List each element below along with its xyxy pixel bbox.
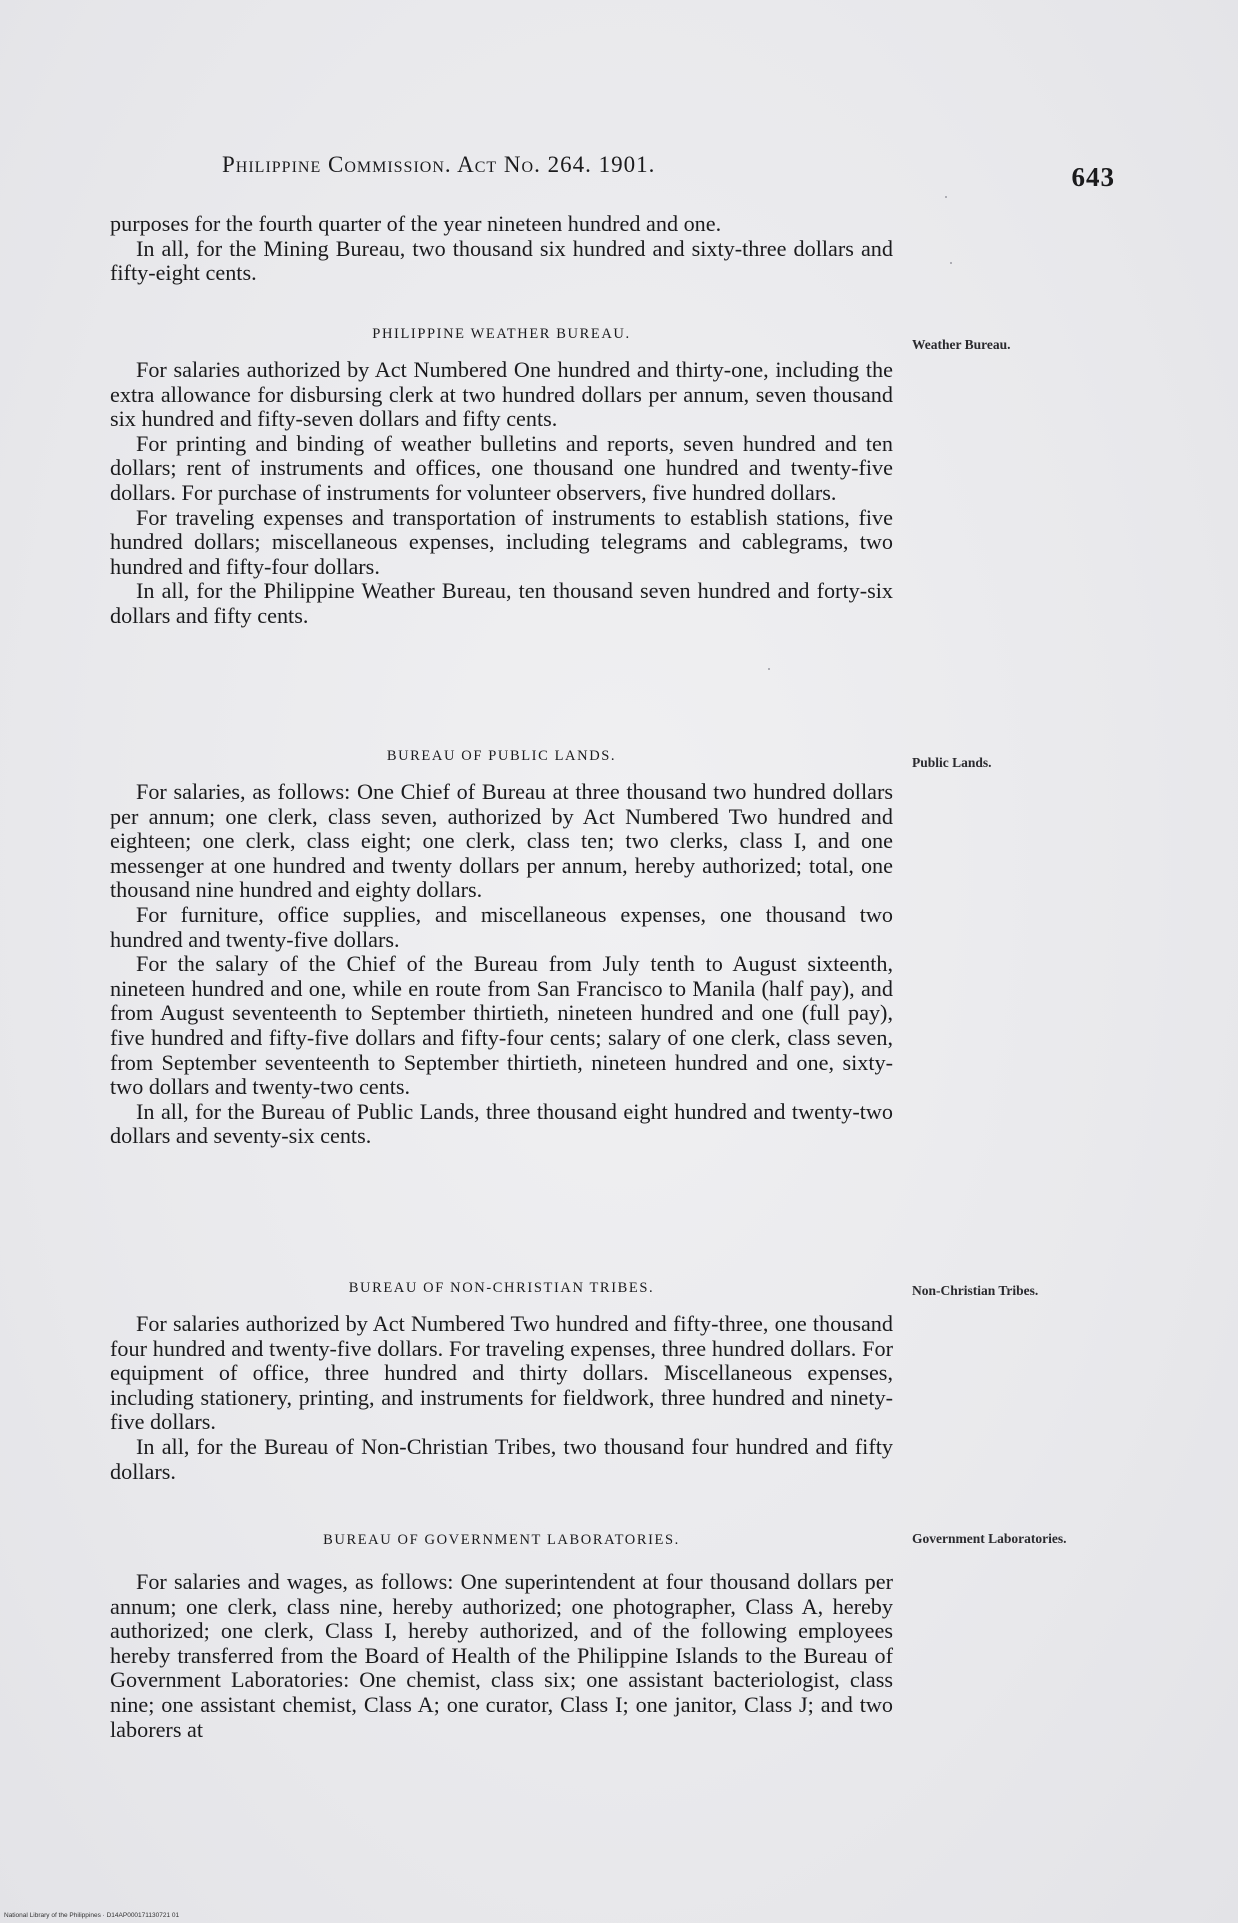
paragraph: In all, for the Philippine Weather Bureau, ten thousand seven hundred and forty-six dollars and fifty cents. [110,578,893,628]
paragraph: For salaries and wages, as follows: One superintendent at four thousand dollars per annum; one clerk, class nine, hereby authorized; one photographer, Class A, hereby authorized; one clerk, Class I, hereby authorized, and of the following employees hereby transferred from the Board of Health of the Philippine Islands to the Bureau of Government Laboratories: One chemist, class six; one assistant bacteriologist, class nine; one assistant chemist, Class A; one curator, Class I; one janitor, Class J; and two laborers at [110,1569,893,1742]
paragraph: In all, for the Bureau of Public Lands, three thousand eight hundred and twenty-two dollars and seventy-six cents. [110,1098,893,1149]
paragraph: For salaries authorized by Act Numbered Two hundred and fifty-three, one thousand four hundred and twenty-five dollars. For traveling expenses, three hundred dollars. For equipment of office, three hundred and thirty dollars. Miscellaneous expenses, including stationery, printing, and instruments for fieldwork, three hundred and ninety-five dollars. [110,1311,893,1435]
page-number: 643 [1071,162,1115,192]
section-heading-public-lands: BUREAU OF PUBLIC LANDS. [386,748,617,764]
paragraph: For furniture, office supplies, and miscellaneous expenses, one thousand two hundred and twenty-five dollars. [110,901,893,952]
margin-note-non-christian-tribes: Non-Christian Tribes. [912,1283,1039,1298]
running-title: Philippine Commission. Act No. 264. 1901. [222,152,656,177]
text-block-weather [110,358,893,629]
paragraph: For the salary of the Chief of the Bureau from July tenth to August sixteenth, nineteen hundred and one, while en route from San Francisco to Manila (half pay), and from August seventeenth to September thirtieth, nineteen hundred and one (full pay), five hundred and fifty-five dollars and fifty-four cents; salary of one clerk, class seven, from September seventeenth to September thirtieth, nineteen hundred and one, sixty-two dollars and twenty-two cents. [110,951,893,1100]
text-block-public-lands [110,780,893,1149]
margin-note-public-lands: Public Lands. [912,755,992,770]
section-heading-weather-bureau: PHILIPPINE WEATHER BUREAU. [372,326,631,342]
paragraph: In all, for the Mining Bureau, two thousand six hundred and sixty-three dollars and fifty-eight cents. [110,235,893,286]
scan-footer-note: National Library of the Philippines · D14AP000171130721 01 [4,1912,180,1919]
running-head [222,152,1122,192]
paragraph: For traveling expenses and transportation of instruments to establish stations, five hundred dollars; miscellaneous expenses, including telegrams and cablegrams, two hundred and fifty-four dollars. [110,504,893,579]
text-block-government-laboratories [110,1570,893,1742]
section-heading-non-christian-tribes: BUREAU OF NON-CHRISTIAN TRIBES. [348,1280,655,1296]
scan-speck [945,196,947,198]
scan-speck [950,262,952,264]
scan-speck [768,668,770,670]
text-block-non-christian-tribes [110,1312,893,1484]
margin-note-weather-bureau: Weather Bureau. [912,337,1011,352]
paragraph: For salaries authorized by Act Numbered One hundred and thirty-one, including the extra allowance for disbursing clerk at two hundred dollars per annum, seven thousand six hundred and fifty-seven dollars and fifty cents. [110,357,893,432]
paragraph: In all, for the Bureau of Non-Christian Tribes, two thousand four hundred and fifty dollars. [110,1433,893,1484]
paragraph: purposes for the fourth quarter of the year nineteen hundred and one. [110,211,722,236]
text-block-mining [110,212,893,286]
paragraph: For salaries, as follows: One Chief of Bureau at three thousand two hundred dollars per annum; one clerk, class seven, authorized by Act Numbered Two hundred and eighteen; one clerk, class eight; one clerk, class ten; two clerks, class I, and one messenger at one hundred and twenty dollars per annum, hereby authorized; total, one thousand nine hundred and eighty dollars. [110,779,893,903]
margin-note-government-laboratories: Government Laboratories. [912,1531,1067,1546]
paragraph: For printing and binding of weather bulletins and reports, seven hundred and ten dollars; rent of instruments and offices, one thousand one hundred and twenty-five dollars. For purchase of instruments for volunteer observers, five hundred dollars. [110,430,893,505]
section-heading-government-laboratories: BUREAU OF GOVERNMENT LABORATORIES. [323,1532,680,1548]
